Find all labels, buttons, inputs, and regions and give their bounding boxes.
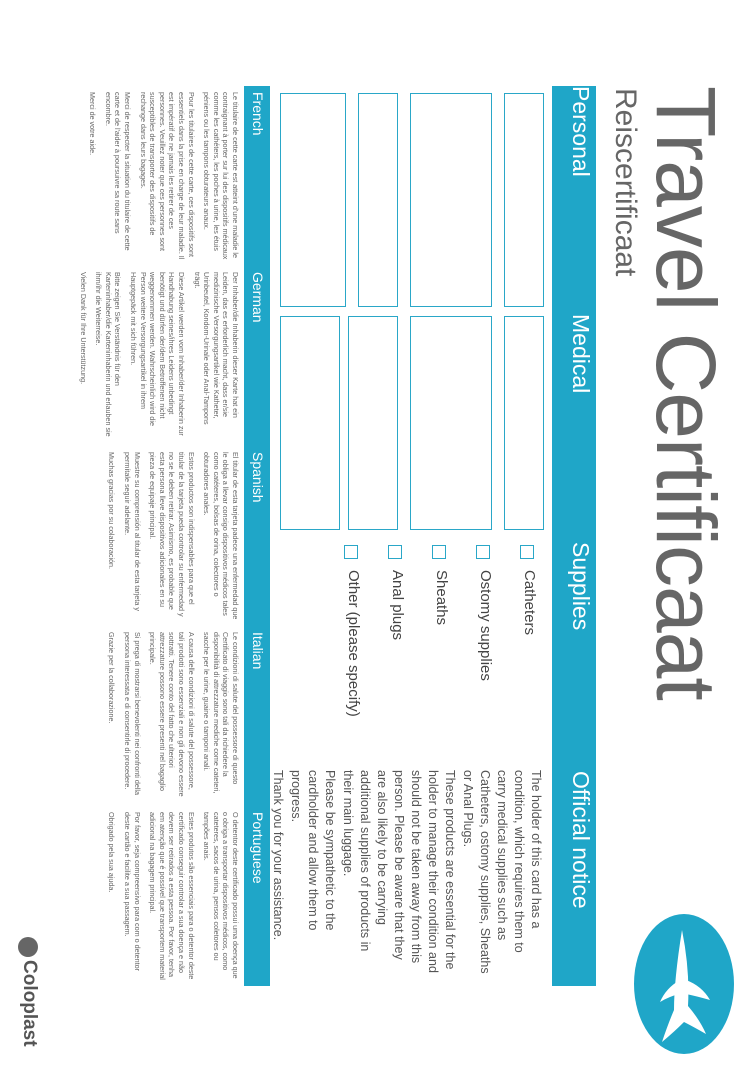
section-personal: Personal (568, 86, 594, 177)
ostomy-supplies-checkbox[interactable] (476, 545, 490, 559)
page-subtitle: Reiscertificaat (609, 88, 642, 277)
translation-paragraph: Estes produtos são essenciais para o detentor deste certificado conseguir controlar a sua doença e não devem ser retirados a esta pessoa. Por favor, tenha em atenção que é possível que transportem material adicional na bagagem principal. (148, 812, 196, 980)
translation-paragraph: Por favor, seja compreensivo para com o detentor deste cartão e facilite a sua passagem. (123, 812, 142, 972)
catheters-checkbox[interactable] (520, 545, 534, 559)
translation-french (82, 92, 240, 260)
page-title: Travel Certificaat (639, 86, 733, 700)
language-band (244, 86, 270, 986)
translation-paragraph: Le titulaire de cette carte est atteint d'une maladie le contraignant à porter sur lui des dispositifs médicaux comme les cathéters, les poches à urine, les étuis péniens ou les tampons obturateurs anaux. (202, 92, 240, 260)
translation-german (72, 272, 240, 440)
translation-paragraph: O detentor deste certificado possui uma doença que o obriga a transportar dispositivos médicos, como cateteres, sacos de urina, pensos coletores ou tampões anais. (202, 812, 240, 979)
translation-paragraph: Merci de respecter la situation du titulaire de cette carte et de l'aider à poursuivre sa route sans encombre. (103, 92, 133, 251)
lang-portuguese: Portuguese (250, 812, 266, 884)
section-header-band (552, 86, 596, 986)
section-supplies: Supplies (568, 542, 594, 631)
doctor-name-field[interactable] (504, 316, 544, 530)
anal-plugs-label: Anal plugs (389, 570, 406, 641)
notice-paragraph: These products are essential for the holder to manage their condition and should not be taken away from this person. Please be aware that they are also likely to be carrying additional supplies of products in their main luggage. (341, 770, 457, 973)
ostomy-supplies-label: Ostomy supplies (477, 570, 494, 681)
section-medical: Medical (568, 314, 594, 394)
brand-logo-text: Coloplast (19, 960, 40, 1047)
translation-paragraph: Diese Artikel werden vom Inhaber/der Inhaberin zur Handhabung seines/ihres Leidens unbedingt benötigt und dürfen der/dem Betroffenen nicht weggenommen werden. Wahrscheinlich wird die Person weitere Versorgungsartikel in ihrem Hauptgepäck mit sich führen. (129, 272, 187, 436)
passport-field[interactable] (358, 93, 398, 307)
translation-paragraph: Si prega di mostrarsi benevolenti nei confronti della persona interessata e di consentirle di procedere. (123, 632, 142, 796)
translation-paragraph: Estos productos son indispensables para que el titular de la tarjeta pueda controlar su enfermedad y no se le deben retirar. Asimismo, es probable que esta persona lleve dispositivos adicionales en su pieza de equipaje principal. (148, 452, 196, 617)
signature-field[interactable] (280, 93, 346, 307)
translation-paragraph: Der Inhaber/die Inhaberin dieser Karte hat ein Leiden, das es erforderlich macht, dass er/sie medizinische Versorgungsartikel wie Katheter, Urinbeutel, Kondom-Urinale oder Anal-Tampons trägt. (192, 272, 240, 425)
notice-paragraph: Please be sympathetic to the cardholder and allow them to progress. (289, 770, 337, 931)
translation-paragraph: A causa delle condizioni di salute del possessore, tali prodotti sono essenziali e non gli devono essere sottratti. Tenere conto del fatto che ulteriori attrezzature possono essere presenti nel bagaglio principale. (148, 632, 196, 797)
translation-portuguese (101, 812, 240, 980)
notice-paragraph: Thank you for your assistance. (271, 770, 285, 941)
date-field[interactable] (280, 316, 340, 530)
other-label: Other (please specify) (345, 570, 362, 717)
official-notice-text (268, 770, 544, 975)
anal-plugs-checkbox[interactable] (388, 545, 402, 559)
translation-paragraph: Bitte zeigen Sie Verständnis für den Karteninhaber/die Karteninhaberin und erlauben sie ihm/ihr die Weiterreise. (94, 272, 123, 437)
sheaths-checkbox[interactable] (432, 545, 446, 559)
coloplast-mark-icon (18, 937, 38, 957)
lang-german: German (250, 272, 266, 323)
catheters-label: Catheters (521, 570, 538, 636)
translation-spanish (101, 452, 240, 620)
translation-paragraph: Obrigado pela sua ajuda. (107, 812, 117, 893)
lang-italian: Italian (250, 632, 266, 670)
translation-paragraph: Vielen Dank für Ihre Unterstützung. (78, 272, 88, 385)
notice-paragraph: The holder of this card has a condition, which requires them to carry medical supplies such as Catheters, ostomy supplies, Sheaths or Anal Plugs. (461, 770, 543, 974)
translation-paragraph: Grazie per la collaborazione. (107, 632, 117, 724)
translation-paragraph: Pour les titulaires de cette carte, ces dispositifs sont essentiels dans la prise en charge de leur maladie. Il est impératif de ne jamais les retirer de ces personnes. Veuillez noter que ces personnes sont susceptibles de transporter des dispositifs de rechange dans leurs bagages. (138, 92, 196, 260)
address-field[interactable] (410, 93, 492, 307)
translation-italian (101, 632, 240, 800)
section-notice: Official notice (568, 771, 594, 909)
lang-spanish: Spanish (250, 452, 266, 503)
translation-paragraph: Muchas gracias por su colaboración. (107, 452, 117, 570)
surgery-address-field[interactable] (410, 316, 492, 530)
translation-paragraph: Merci de votre aide. (88, 92, 98, 156)
translation-paragraph: El titular de esta tarjeta padece una enfermedad que le obliga a llevar consigo dispositivos médicos tales como catéteres, bolsas de orina, colectores o obturadores anales. (202, 452, 240, 620)
name-field[interactable] (504, 93, 544, 307)
coloplast-bird-logo-icon (632, 910, 740, 1058)
doctor-signature-field[interactable] (348, 316, 398, 530)
lang-french: French (250, 92, 266, 136)
translation-paragraph: Le condizioni di salute del possessore di questo Certificato di viaggio sono tali da richiedere la disponibilità di attrezzature mediche come cateteri, sacche per le urine, guaine o tamponi anali. (202, 632, 240, 794)
other-checkbox[interactable] (344, 545, 358, 559)
sheaths-label: Sheaths (433, 570, 450, 626)
translation-paragraph: Muestre su comprensión al titular de esta tarjeta y permítale seguir adelante. (123, 452, 142, 611)
